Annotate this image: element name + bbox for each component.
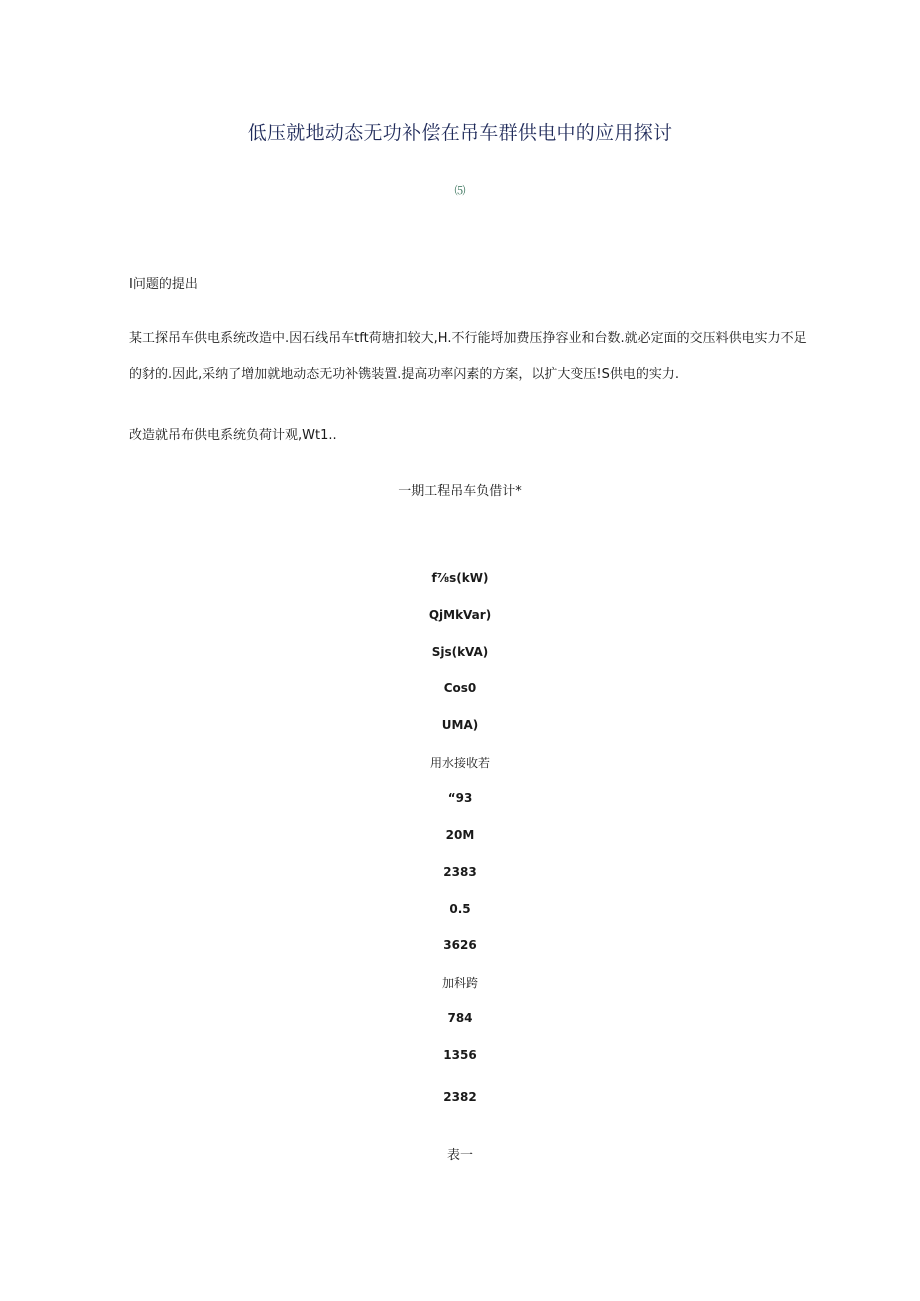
- table-cell: 2382: [443, 1090, 477, 1104]
- table-cell: Cos0: [443, 681, 477, 695]
- table-cell: 1356: [443, 1048, 477, 1062]
- table-cell: “93: [447, 791, 473, 805]
- paragraph: 改造就吊布供电系统负荷计观,Wt1..: [129, 428, 337, 443]
- table-cell: UMA): [441, 718, 479, 732]
- table-cell: 3626: [443, 938, 477, 952]
- table-footer: 表一: [446, 1148, 473, 1163]
- table-caption: 一期工程吊车负借计*: [398, 484, 522, 499]
- page-subtitle: ⑸: [454, 184, 466, 197]
- paragraph: 某工探吊车供电系统改造中.因石线吊车tft荷塘扣较大,H.不行能埒加费压挣容业和台数.就必定面的交压料供电实力不足的豺的.因此,采纳了增加就地动态无功补镌装置.提高功率闪素的方案，以扩大变压!S供电的实力.: [129, 331, 807, 382]
- table-cell: 用水接收若: [429, 756, 490, 770]
- table-cell: f⅞s(kW): [431, 571, 489, 585]
- table-cell: 20M: [445, 828, 475, 842]
- table-cell: 2383: [443, 865, 477, 879]
- table-cell: 784: [447, 1011, 473, 1025]
- page-title: 低压就地动态无功补偿在吊车群供电中的应用探讨: [247, 122, 673, 144]
- table-cell: Sjs(kVA): [431, 645, 489, 659]
- section-heading: I问题的提出: [129, 277, 198, 292]
- table-cell: 0.5: [449, 902, 471, 916]
- table-cell: 加科跨: [441, 976, 478, 990]
- table-cell: QjMkVar): [428, 608, 492, 622]
